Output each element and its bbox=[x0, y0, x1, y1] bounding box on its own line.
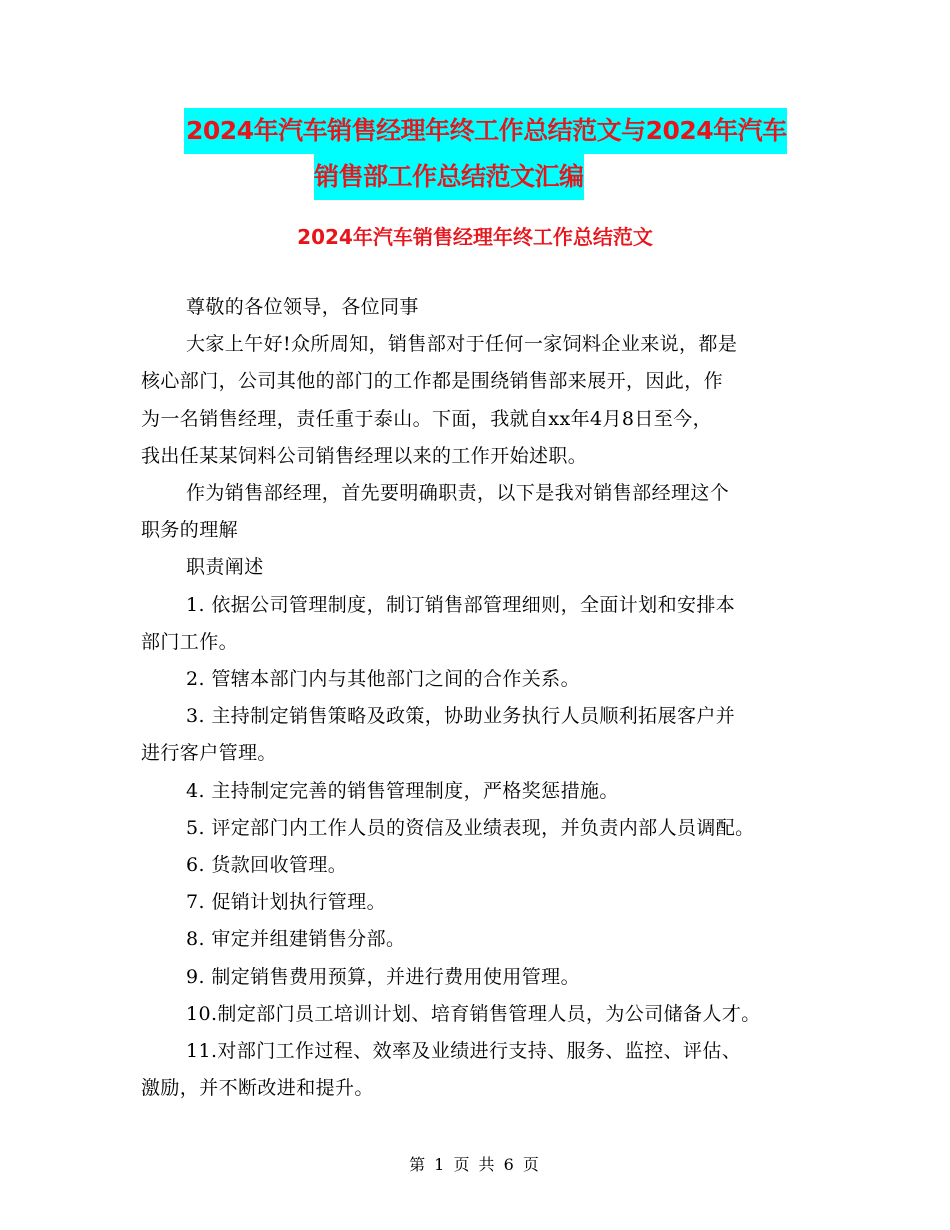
paragraph-line bbox=[141, 735, 821, 772]
title-line-1: 2024年汽车销售经理年终工作总结范文与2024年汽车 bbox=[184, 108, 787, 154]
paragraph-line bbox=[141, 773, 821, 810]
paragraph-line bbox=[141, 661, 821, 698]
paragraph-line bbox=[141, 289, 821, 326]
text-line: 进行客户管理。 bbox=[141, 742, 277, 765]
paragraph-line bbox=[141, 475, 821, 512]
text-line: 为一名销售经理，责任重于泰山。下面，我就自xx年4月8日至今， bbox=[141, 407, 713, 430]
text-line: 1. 依据公司管理制度，制订销售部管理细则，全面计划和安排本 bbox=[186, 593, 736, 616]
text-line: 3. 主持制定销售策略及政策，协助业务执行人员顺利拓展客户并 bbox=[186, 705, 736, 728]
paragraph-line bbox=[141, 884, 821, 921]
body-content bbox=[141, 289, 821, 1107]
paragraph-line bbox=[141, 959, 821, 996]
paragraph-line bbox=[141, 1070, 821, 1107]
paragraph-line bbox=[141, 698, 821, 735]
section-title: 2024年汽车销售经理年终工作总结范文 bbox=[297, 225, 653, 249]
paragraph-line bbox=[141, 847, 821, 884]
text-line: 职务的理解 bbox=[141, 519, 239, 542]
text-line: 核心部门，公司其他的部门的工作都是围绕销售部来展开，因此，作 bbox=[141, 370, 724, 393]
text-line: 7. 促销计划执行管理。 bbox=[186, 891, 386, 914]
paragraph-line bbox=[141, 363, 821, 400]
text-line: 4. 主持制定完善的销售管理制度，严格奖惩措施。 bbox=[186, 779, 619, 802]
paragraph-line bbox=[141, 438, 821, 475]
paragraph-line bbox=[141, 1033, 821, 1070]
paragraph-line bbox=[141, 326, 821, 363]
text-line: 部门工作。 bbox=[141, 630, 239, 653]
text-line: 大家上午好!众所周知，销售部对于任何一家饲料企业来说，都是 bbox=[186, 333, 738, 356]
text-line: 5. 评定部门内工作人员的资信及业绩表现，并负责内部人员调配。 bbox=[186, 816, 755, 839]
paragraph-line bbox=[141, 512, 821, 549]
paragraph-line bbox=[141, 549, 821, 586]
paragraph-line bbox=[141, 810, 821, 847]
text-line: 11.对部门工作过程、效率及业绩进行支持、服务、监控、评估、 bbox=[186, 1040, 742, 1063]
title-line-2: 销售部工作总结范文汇编 bbox=[314, 154, 584, 200]
paragraph-line bbox=[141, 401, 821, 438]
text-line: 10.制定部门员工培训计划、培育销售管理人员，为公司储备人才。 bbox=[186, 1002, 761, 1025]
text-line: 作为销售部经理，首先要明确职责，以下是我对销售部经理这个 bbox=[186, 482, 730, 505]
text-line: 职责阐述 bbox=[186, 556, 264, 579]
text-line: 6. 货款回收管理。 bbox=[186, 854, 348, 877]
text-line: 9. 制定销售费用预算，并进行费用使用管理。 bbox=[186, 965, 580, 988]
page-footer: 第 1 页 共 6 页 bbox=[409, 1155, 541, 1174]
paragraph-line bbox=[141, 624, 821, 661]
text-line: 我出任某某饲料公司销售经理以来的工作开始述职。 bbox=[141, 444, 588, 467]
paragraph-line bbox=[141, 996, 821, 1033]
text-line: 尊敬的各位领导，各位同事 bbox=[186, 296, 419, 318]
paragraph-line bbox=[141, 587, 821, 624]
text-line: 8. 审定并组建销售分部。 bbox=[186, 928, 406, 951]
text-line: 2. 管辖本部门内与其他部门之间的合作关系。 bbox=[186, 668, 580, 691]
paragraph-line bbox=[141, 921, 821, 958]
text-line: 激励，并不断改进和提升。 bbox=[141, 1077, 374, 1100]
